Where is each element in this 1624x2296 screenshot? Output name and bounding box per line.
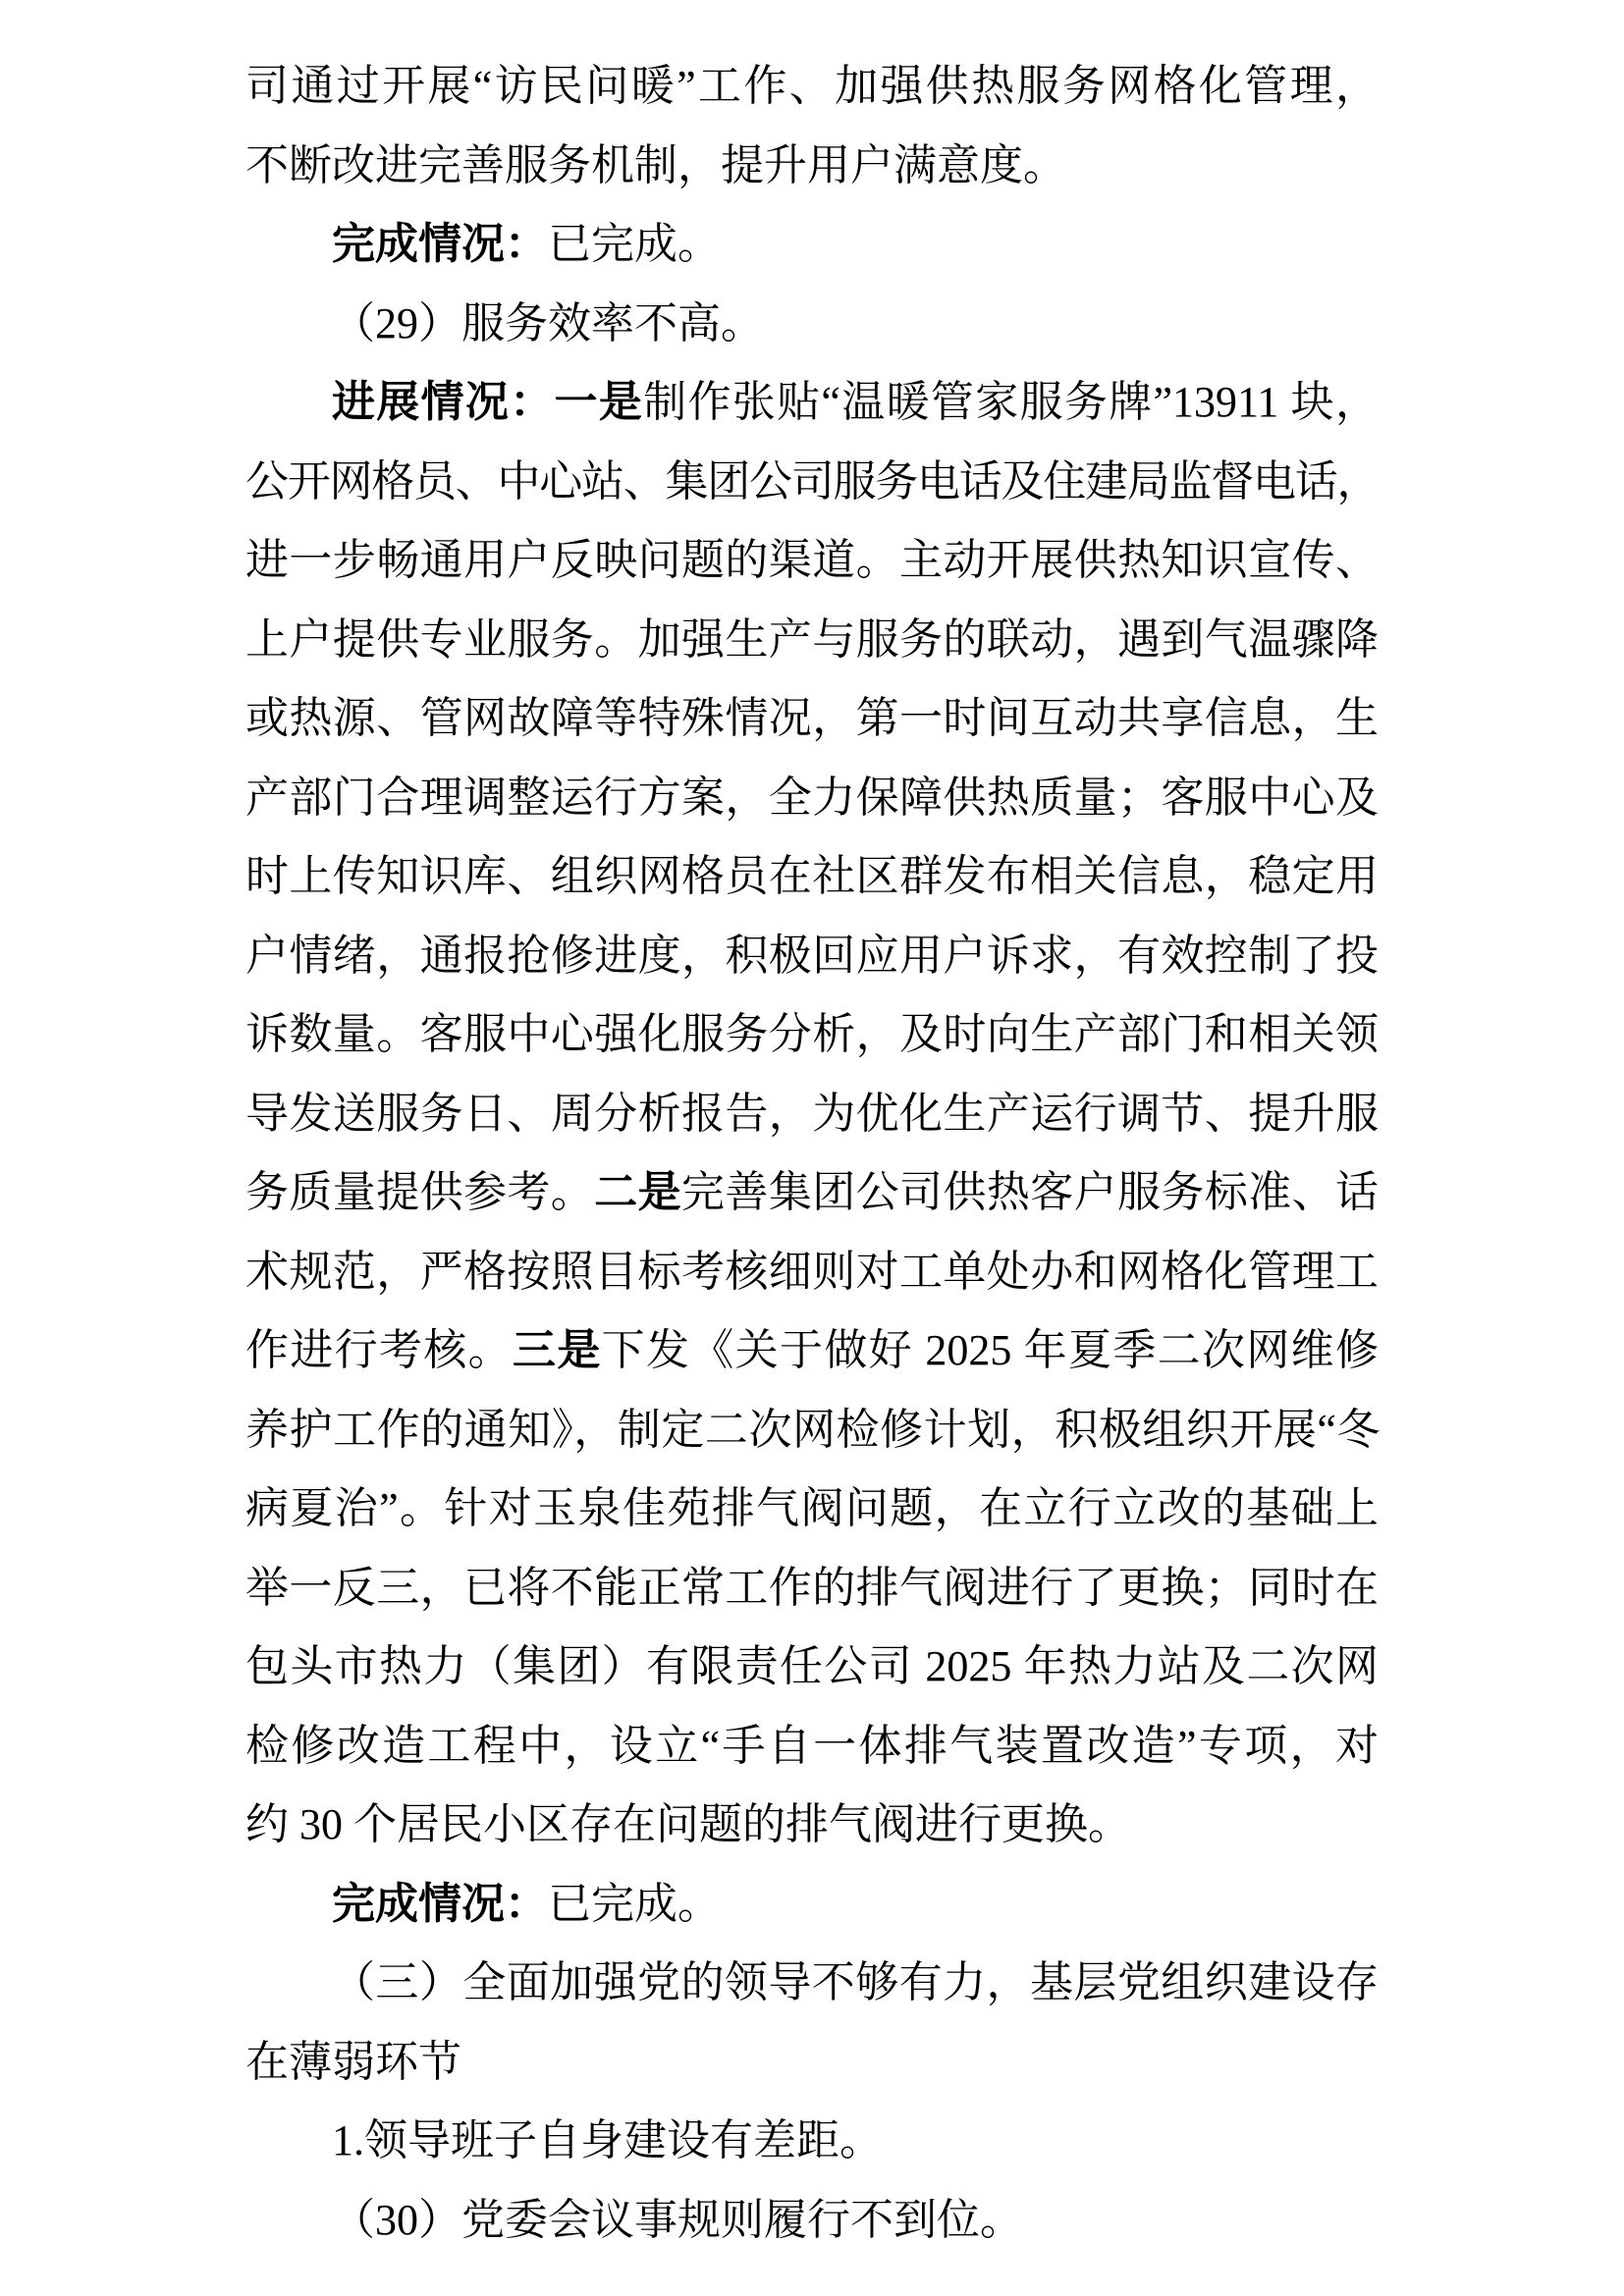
text-line [245, 127, 1379, 206]
text-segment: 已完成。 [548, 1879, 721, 1928]
text-segment: 包头市热力（集团）有限责任公司 2025 年热力站及二次网 [245, 1642, 1379, 1690]
text-line [245, 443, 1379, 522]
text-segment: 1.领导班子自身建设有差距。 [332, 2116, 883, 2164]
text-segment: 时上传知识库、组织网格员在社区群发布相关信息，稳定用 [245, 852, 1379, 900]
text-line [245, 1549, 1379, 1629]
text-segment: 下发《关于做好 2025 年夏季二次网维修 [601, 1326, 1380, 1374]
text-segment: 或热源、管网故障等特殊情况，第一时间互动共享信息，生 [245, 694, 1379, 742]
text-segment: （三）全面加强党的领导不够有力，基层党组织建设存 [332, 1958, 1379, 2006]
text-area [245, 47, 1379, 2260]
text-segment: 检修改造工程中，设立“手自一体排气装置改造”专项，对 [245, 1721, 1379, 1770]
text-segment: 在薄弱环节 [245, 2037, 461, 2086]
text-segment: 完善集团公司供热客户服务标准、话 [681, 1168, 1380, 1216]
text-line [245, 679, 1379, 759]
text-line [245, 1153, 1379, 1233]
text-line [245, 1311, 1379, 1391]
bold-text-segment: 三是 [513, 1326, 602, 1374]
text-segment: 务质量提供参考。 [245, 1168, 595, 1216]
text-segment: 公开网格员、中心站、集团公司服务电话及住建局监督电话， [245, 456, 1379, 506]
text-segment: 术规范，严格按照目标考核细则对工单处办和网格化管理工 [245, 1247, 1379, 1296]
text-line [245, 1865, 1379, 1945]
bold-text-segment: 二是 [594, 1168, 682, 1216]
text-line [245, 601, 1379, 680]
text-segment: 上户提供专业服务。加强生产与服务的联动，遇到气温骤降 [245, 614, 1379, 664]
text-segment: 进一步畅通用户反映问题的渠道。主动开展供热知识宣传、 [245, 536, 1379, 584]
text-segment: 养护工作的通知》，制定二次网检修计划，积极组织开展“冬 [245, 1405, 1379, 1454]
bold-text-segment: 进展情况：一是 [332, 378, 644, 426]
text-line [245, 2023, 1379, 2103]
text-line [245, 1944, 1379, 2023]
text-line [245, 47, 1379, 127]
text-line [245, 759, 1379, 838]
text-segment: 司通过开展“访民问暖”工作、加强供热服务网格化管理， [245, 62, 1379, 110]
text-line [245, 205, 1379, 285]
text-line [245, 363, 1379, 443]
text-segment: 作进行考核。 [245, 1326, 513, 1374]
text-line [245, 1233, 1379, 1312]
text-segment: （29）服务效率不高。 [332, 298, 764, 347]
bold-text-segment: 完成情况： [332, 1879, 548, 1928]
text-line [245, 2181, 1379, 2261]
text-segment: 病夏治”。针对玉泉佳苑排气阀问题，在立行立改的基础上 [245, 1484, 1379, 1532]
text-line [245, 995, 1379, 1075]
text-line [245, 1391, 1379, 1470]
text-line [245, 1786, 1379, 1865]
text-segment: 诉数量。客服中心强化服务分析，及时向生产部门和相关领 [245, 1010, 1379, 1058]
text-line [245, 1628, 1379, 1707]
text-segment: 约 30 个居民小区存在问题的排气阀进行更换。 [245, 1800, 1131, 1848]
text-line [245, 285, 1379, 364]
text-segment: 导发送服务日、周分析报告，为优化生产运行调节、提升服 [245, 1089, 1379, 1138]
text-line [245, 1707, 1379, 1787]
text-segment: 户情绪，通报抢修进度，积极回应用户诉求，有效控制了投 [245, 931, 1379, 980]
text-line [245, 521, 1379, 601]
text-segment: 已完成。 [548, 220, 721, 268]
text-segment: 不断改进完善服务机制，提升用户满意度。 [245, 140, 1066, 189]
text-line [245, 2102, 1379, 2181]
text-line [245, 917, 1379, 996]
text-line [245, 837, 1379, 917]
bold-text-segment: 完成情况： [332, 220, 548, 268]
text-segment: （30）党委会议事规则履行不到位。 [332, 2195, 1023, 2244]
text-line [245, 1075, 1379, 1154]
text-segment: 举一反三，已将不能正常工作的排气阀进行了更换；同时在 [245, 1563, 1379, 1612]
text-segment: 制作张贴“温暖管家服务牌”13911 块， [643, 378, 1379, 426]
text-line [245, 1469, 1379, 1549]
text-segment: 产部门合理调整运行方案，全力保障供热质量；客服中心及 [245, 773, 1379, 822]
